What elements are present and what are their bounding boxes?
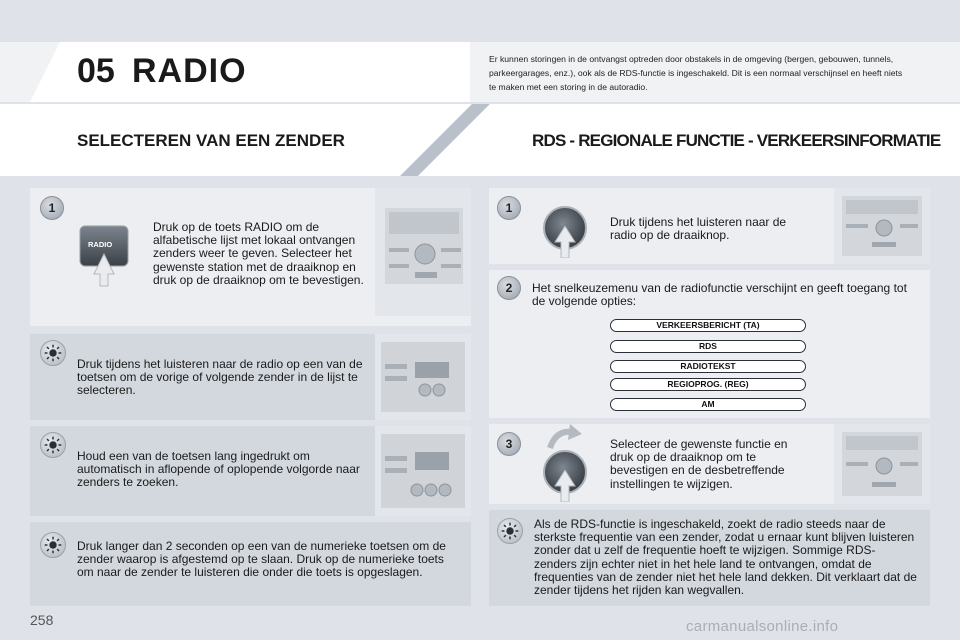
tip3-text-left: Druk langer dan 2 seconden op een van de numerieke toetsen om de zender waarop is afgestemd op te slaan. Druk op de numerieke toets om naar de zender te luisteren die onder die toets is opgeslagen. (77, 539, 446, 580)
radio-button-label: RADIO (88, 240, 113, 249)
radio-unit-thumbnail (375, 188, 471, 316)
tip-icon-1-left (40, 340, 66, 366)
tip-icon-2-left (40, 432, 66, 458)
step1-text-right: Druk tijdens het luisteren naar de radio op de draaiknop. (610, 215, 787, 243)
intro-text: Er kunnen storingen in de ontvangst optreden door obstakels in de omgeving (bergen, gebouwen, tunnels, parkeergarages, enz.), ook als de RDS-functie is ingeschakeld. Dit is een normaal verschijnsel en heeft niets te maken met een storing in de autoradio. (489, 54, 903, 92)
menu-option-rds[interactable]: RDS (610, 340, 806, 353)
step1-text-left: Druk op de toets RADIO om de alfabetische lijst met lokaal ontvangen zenders weer te geven. Selecteer het gewenste station met de draaiknop en druk op de draaiknop om te bevestigen. (153, 220, 364, 287)
step-badge-3-right: 3 (497, 432, 521, 456)
tip-icon-3-left (40, 532, 66, 558)
radio-unit-thumbnail-right (834, 188, 930, 264)
tip-icon-right (497, 518, 523, 544)
section-title-right: RDS - REGIONALE FUNCTIE - VERKEERSINFORMATIE (532, 131, 941, 150)
press-arrow-icon (553, 226, 577, 258)
step3-text-right: Selecteer de gewenste functie en druk op de draaiknop om te bevestigen en de desbetreffende instellingen te wijzigen. (610, 437, 788, 491)
chapter-number: 05 (77, 52, 115, 90)
tip-text-right: Als de RDS-functie is ingeschakeld, zoekt de radio steeds naar de sterkste frequentie van een zender, zodat u ernaar kunt blijven luisteren zonder dat u zelf de frequentie hoeft te wijzigen. Sommige RDS-zenders zijn echter niet in het hele land te ontvangen, omdat de frequenties van de zender niet het hele land dekken. Dit verklaart dat de zender tijdens het rijden kan wegvallen. (534, 517, 917, 598)
radio-unit-thumbnail-3 (375, 426, 471, 516)
menu-option-regioprog[interactable]: REGIOPROG. (REG) (610, 378, 806, 391)
rotate-arrow-icon (546, 424, 582, 450)
radio-unit-thumbnail-2 (375, 334, 471, 420)
radio-unit-thumbnail-right-2 (834, 424, 930, 504)
page-number: 258 (30, 612, 54, 628)
menu-option-radiotekst[interactable]: RADIOTEKST (610, 360, 806, 373)
step-badge-1-right: 1 (497, 196, 521, 220)
step2-text-right: Het snelkeuzemenu van de radiofunctie verschijnt en geeft toegang tot de volgende opties: (532, 281, 907, 309)
step-badge-1-left: 1 (40, 196, 64, 220)
section-title-left: SELECTEREN VAN EEN ZENDER (77, 131, 345, 150)
watermark: carmanualsonline.info (686, 618, 839, 635)
press-arrow-icon-2 (553, 470, 577, 502)
tip1-text-left: Druk tijdens het luisteren naar de radio op een van de toetsen om de vorige of volgende zender in de lijst te selecteren. (77, 357, 363, 398)
chapter-title: RADIO (132, 52, 247, 90)
tip2-text-left: Houd een van de toetsen lang ingedrukt om automatisch in aflopende of oplopende volgorde naar zenders te zoeken. (77, 449, 360, 490)
menu-option-ta[interactable]: VERKEERSBERICHT (TA) (610, 319, 806, 332)
menu-option-am[interactable]: AM (610, 398, 806, 411)
step-badge-2-right: 2 (497, 276, 521, 300)
radio-button-icon (78, 224, 134, 288)
